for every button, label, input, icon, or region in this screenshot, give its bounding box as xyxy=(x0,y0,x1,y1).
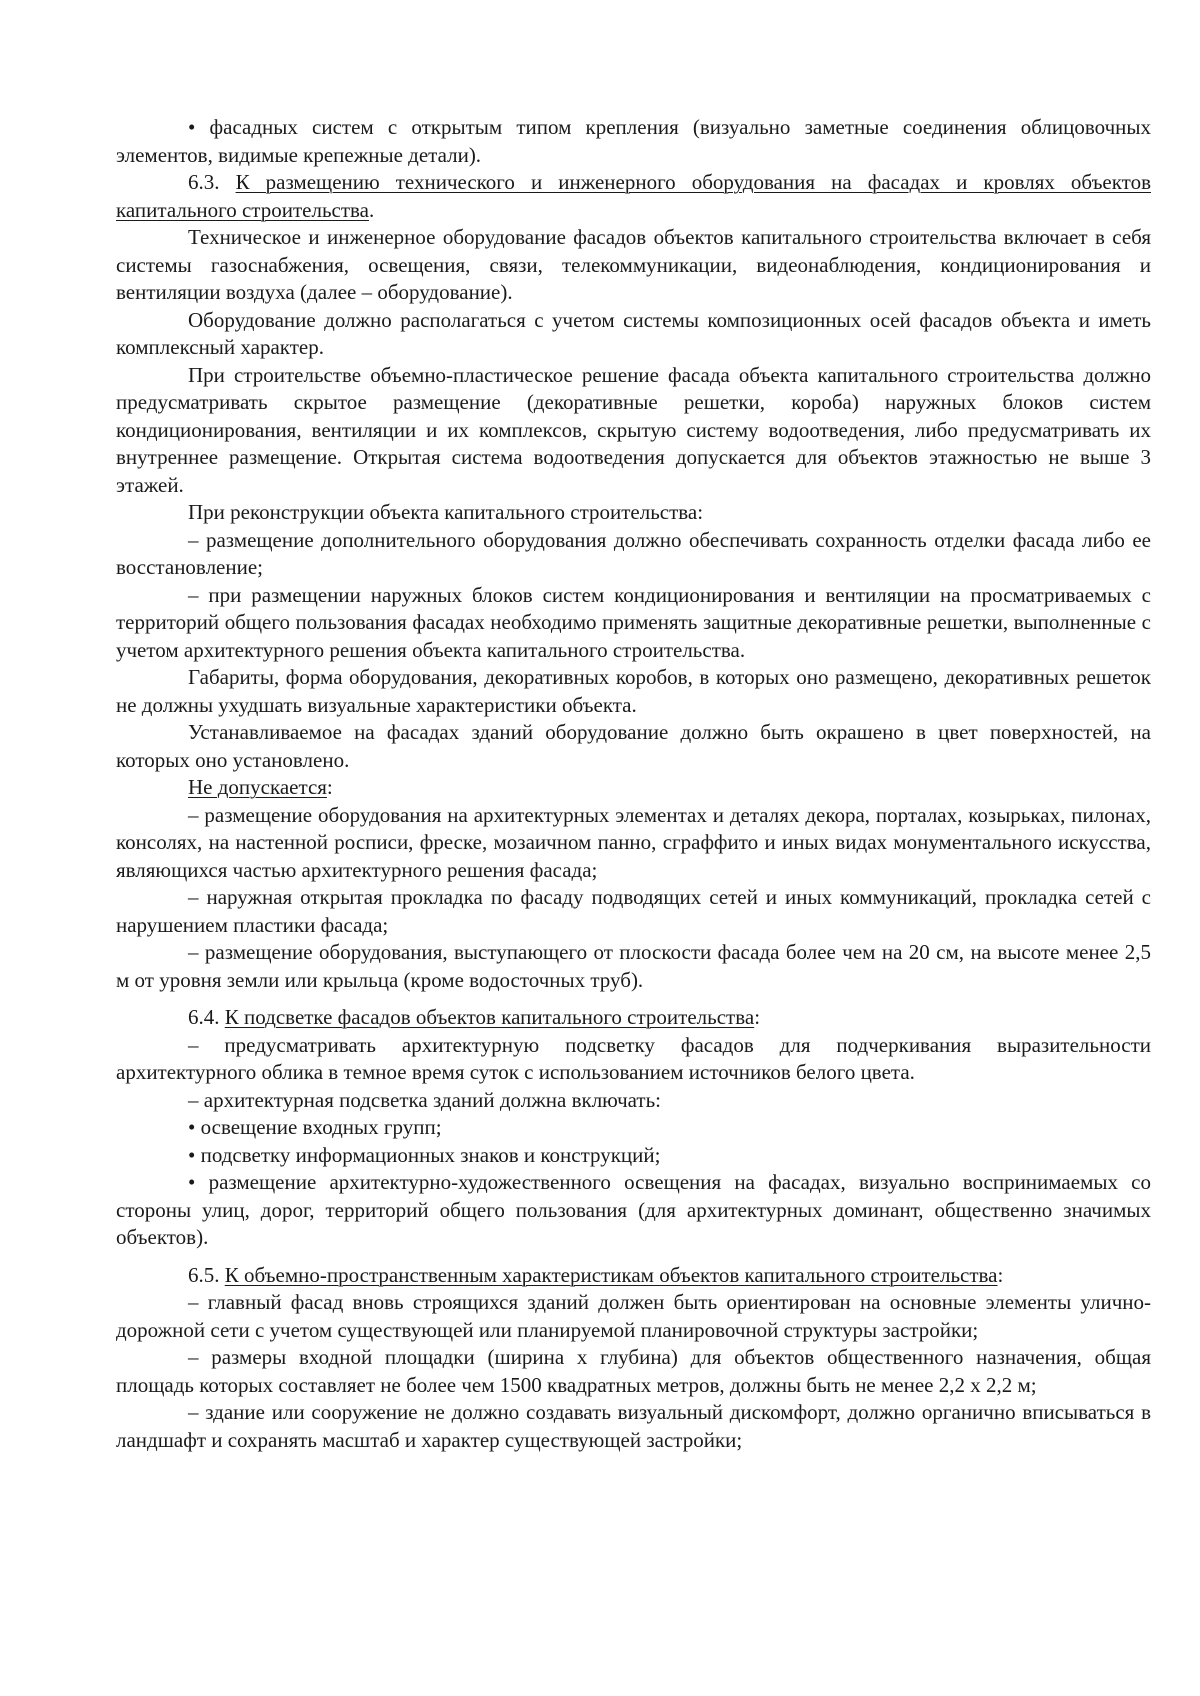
list-item: – при размещении наружных блоков систем кондиционирования и вентиляции на просматриваемых с территорий общего пользования фасадах необходимо применять защитные декоративные решетки, выполненные с учетом архитектурного решения объекта капитального строительства. xyxy=(116,582,1151,662)
section-6-5-heading: 6.5. К объемно-пространственным характеристикам объектов капитального строительства: xyxy=(188,1262,1004,1287)
paragraph: Оборудование должно располагаться с учетом системы композиционных осей фасадов объекта и иметь комплексный характер. xyxy=(116,307,1151,359)
section-title: К объемно-пространственным характеристикам объектов капитального строительства xyxy=(224,1262,998,1287)
section-title: К подсветке фасадов объектов капитального строительства xyxy=(224,1005,755,1029)
not-allowed-heading: Не допускается: xyxy=(188,775,333,799)
list-item: – размеры входной площадки (ширина х глубина) для объектов общественного назначения, общая площадь которых составляет не более чем 1500 квадратных метров, должны быть не менее 2,2 х 2,2 м; xyxy=(116,1345,1151,1397)
section-6-4-heading: 6.4. К подсветке фасадов объектов капитального строительства: xyxy=(188,1005,761,1029)
bullet-item: • освещение входных групп; xyxy=(188,1115,442,1139)
list-item: – наружная открытая прокладка по фасаду подводящих сетей и иных коммуникаций, прокладка сетей с нарушением пластики фасада; xyxy=(116,885,1151,937)
bullet-item: • подсветку информационных знаков и конструкций; xyxy=(188,1142,661,1167)
paragraph: Техническое и инженерное оборудование фасадов объектов капитального строительства включает в себя системы газоснабжения, освещения, связи, телекоммуникации, видеонаблюдения, кондиционирования и вентиляции воздуха (далее – оборудование). xyxy=(116,225,1151,304)
paragraph-facade-systems: • фасадных систем с открытым типом крепления (визуально заметные соединения облицовочных элементов, видимые крепежные детали). xyxy=(116,115,1151,167)
section-title: К размещению технического и инженерного оборудования на фасадах и кровлях объектов капитального строительства xyxy=(116,170,1151,222)
section-number: 6.4. xyxy=(188,1005,225,1029)
paragraph: Устанавливаемое на фасадах зданий оборудование должно быть окрашено в цвет поверхностей, на которых оно установлено. xyxy=(116,720,1151,772)
list-item: – размещение оборудования, выступающего от плоскости фасада более чем на 20 см, на высоте менее 2,5 м от уровня земли или крыльца (кроме водосточных труб). xyxy=(116,940,1151,992)
list-item: – размещение оборудования на архитектурных элементах и деталях декора, порталах, козырьках, пилонах, консолях, на настенной росписи, фреске, мозаичном панно, сграффито и иных видах монументального искусства, являющихся частью архитектурного решения фасада; xyxy=(116,802,1151,882)
not-allowed-label: Не допускается xyxy=(188,775,327,799)
list-item: – предусматривать архитектурную подсветку фасадов для подчеркивания выразительности архитектурного облика в темное время суток с использованием источников белого цвета. xyxy=(116,1032,1151,1084)
section-number: 6.3. xyxy=(188,170,236,194)
list-item: – размещение дополнительного оборудования должно обеспечивать сохранность отделки фасада либо ее восстановление; xyxy=(116,527,1151,579)
list-item: – главный фасад вновь строящихся зданий должен быть ориентирован на основные элементы улично-дорожной сети с учетом существующей или планируемой планировочной структуры застройки; xyxy=(116,1290,1151,1342)
paragraph: Габариты, форма оборудования, декоративных коробов, в которых оно размещено, декоративных решеток не должны ухудшать визуальные характеристики объекта. xyxy=(116,665,1151,717)
paragraph: При реконструкции объекта капитального строительства: xyxy=(188,500,704,524)
list-item: – архитектурная подсветка зданий должна включать: xyxy=(188,1087,661,1112)
section-6-3-heading: 6.3. К размещению технического и инженерного оборудования на фасадах и кровлях объектов капитального строительства. xyxy=(116,170,1151,222)
paragraph: При строительстве объемно-пластическое решение фасада объекта капитального строительства должно предусматривать скрытое размещение (декоративные решетки, короба) наружных блоков систем кондиционирования, вентиляции и их комплексов, скрытую систему водоотведения, либо предусматривать их внутреннее размещение. Открытая система водоотведения допускается для объектов этажностью не выше 3 этажей. xyxy=(116,362,1151,497)
section-number: 6.5. xyxy=(188,1262,225,1287)
list-item: – здание или сооружение не должно создавать визуальный дискомфорт, должно органично вписываться в ландшафт и сохранять масштаб и характер существующей застройки; xyxy=(116,1400,1151,1452)
bullet-item: • размещение архитектурно-художественного освещения на фасадах, визуально воспринимаемых со стороны улиц, дорог, территорий общего пользования (для архитектурных доминант, общественно значимых объектов). xyxy=(116,1170,1151,1249)
